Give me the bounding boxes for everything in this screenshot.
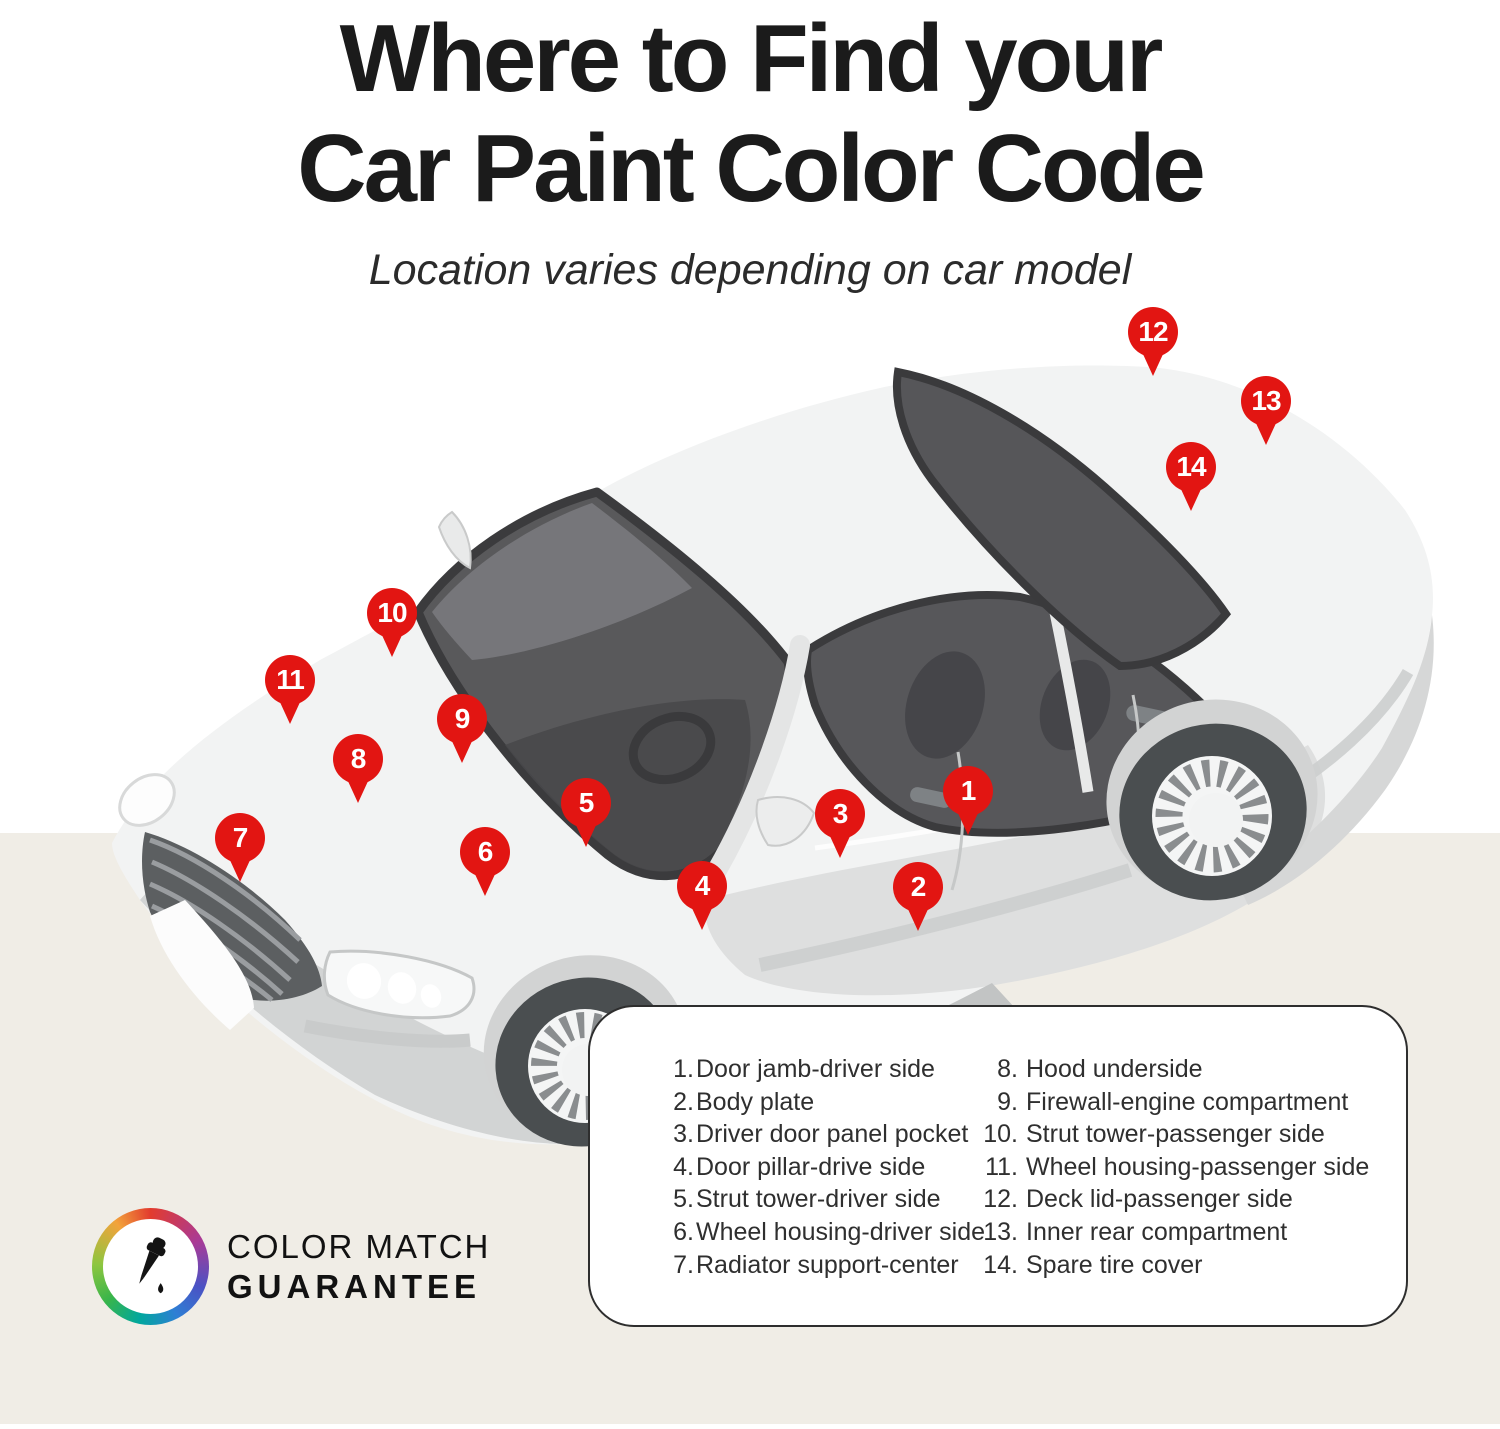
legend-column <box>666 1053 985 1281</box>
pin-number: 6 <box>477 836 493 867</box>
pin-number: 14 <box>1176 451 1206 482</box>
location-pin-10 <box>367 588 417 638</box>
pin-number: 4 <box>694 870 710 901</box>
legend-item-label: Strut tower-passenger side <box>1026 1120 1325 1149</box>
location-pin-1 <box>943 766 993 816</box>
legend-item <box>666 1151 985 1184</box>
location-pin-2 <box>893 862 943 912</box>
pin-number: 5 <box>578 787 594 818</box>
legend-item-number: 2. <box>673 1087 694 1116</box>
legend-item-label: Driver door panel pocket <box>696 1120 969 1149</box>
location-pin-12 <box>1128 307 1178 357</box>
pin-number: 13 <box>1251 385 1281 416</box>
legend-item-label: Deck lid-passenger side <box>1026 1185 1293 1214</box>
location-pin-11 <box>265 655 315 705</box>
pin-number: 1 <box>960 775 976 806</box>
legend-item-label: Door jamb-driver side <box>696 1055 935 1083</box>
legend-item-number: 4. <box>673 1152 694 1181</box>
legend-item <box>970 1249 1369 1282</box>
legend-item-number: 12. <box>983 1185 1018 1214</box>
legend-column <box>970 1053 1369 1281</box>
legend-item-number: 7. <box>673 1250 694 1279</box>
location-pin-4 <box>677 861 727 911</box>
legend-item-number: 11. <box>985 1152 1018 1181</box>
legend-item <box>970 1053 1369 1086</box>
legend-panel <box>588 1005 1408 1327</box>
legend-item-number: 14. <box>983 1250 1018 1279</box>
legend-item-label: Radiator support-center <box>696 1250 959 1279</box>
color-match-badge <box>92 1208 490 1325</box>
legend-item-label: Wheel housing-passenger side <box>1026 1152 1370 1181</box>
location-pin-5 <box>561 778 611 828</box>
title-line-1: Where to Find your <box>339 5 1161 112</box>
pin-number: 8 <box>350 743 366 774</box>
legend-item-number: 13. <box>983 1217 1018 1246</box>
legend-item-label: Wheel housing-driver side <box>696 1217 986 1246</box>
location-pin-9 <box>437 694 487 744</box>
badge-text <box>227 1228 490 1306</box>
legend-item <box>970 1183 1369 1216</box>
legend-item-number: 9. <box>997 1087 1018 1116</box>
legend-item-label: Door pillar-drive side <box>696 1152 926 1181</box>
legend-item <box>970 1086 1369 1119</box>
legend-item-number: 3. <box>673 1120 694 1149</box>
legend-item <box>666 1118 985 1151</box>
legend-item <box>666 1249 985 1282</box>
legend-item-label: Spare tire cover <box>1026 1250 1203 1279</box>
legend-item-label: Firewall-engine compartment <box>1026 1087 1349 1116</box>
location-pin-13 <box>1241 376 1291 426</box>
color-wheel-ring <box>92 1208 209 1325</box>
legend-item <box>970 1216 1369 1249</box>
page-subtitle: Location varies depending on car model <box>368 246 1132 294</box>
badge-line-2: GUARANTEE <box>227 1267 482 1305</box>
legend-item-label: Hood underside <box>1026 1055 1203 1083</box>
location-pin-7 <box>215 813 265 863</box>
badge-line-1: COLOR MATCH <box>227 1227 491 1265</box>
pin-number: 2 <box>910 871 926 902</box>
pin-number: 9 <box>454 703 470 734</box>
legend-item <box>970 1118 1369 1151</box>
legend-item <box>970 1151 1369 1184</box>
location-pin-8 <box>333 734 383 784</box>
legend-item <box>666 1086 985 1119</box>
legend-item-label: Body plate <box>696 1087 815 1116</box>
legend-item-number: 1. <box>673 1055 694 1083</box>
legend-item-number: 8. <box>997 1055 1018 1083</box>
legend-item <box>666 1216 985 1249</box>
location-pin-14 <box>1166 442 1216 492</box>
location-pin-6 <box>460 827 510 877</box>
legend-item-number: 10. <box>983 1120 1018 1149</box>
pin-number: 3 <box>832 798 848 829</box>
title-line-2: Car Paint Color Code <box>297 115 1203 222</box>
eyedropper-icon <box>118 1234 182 1298</box>
legend-item-label: Inner rear compartment <box>1026 1217 1288 1246</box>
legend-item-label: Strut tower-driver side <box>696 1185 941 1214</box>
legend-item-number: 6. <box>673 1217 694 1246</box>
pin-number: 11 <box>276 664 304 695</box>
pin-number: 10 <box>377 597 407 628</box>
legend-item <box>666 1053 985 1086</box>
location-pin-3 <box>815 789 865 839</box>
legend-item <box>666 1183 985 1216</box>
pin-number: 7 <box>232 822 248 853</box>
pin-number: 12 <box>1138 316 1168 347</box>
legend-item-number: 5. <box>673 1185 694 1214</box>
